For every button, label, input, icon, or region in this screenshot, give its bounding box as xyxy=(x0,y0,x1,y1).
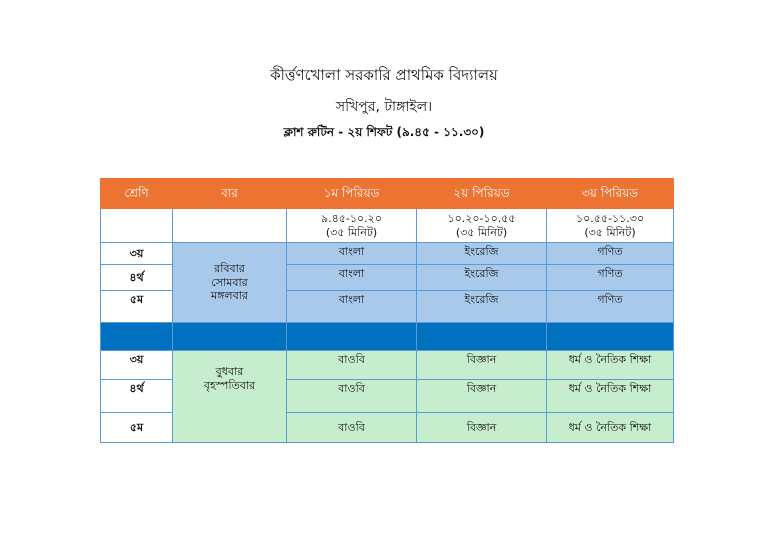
header-row xyxy=(101,179,674,209)
routine-title: ক্লাশ রুটিন - ২য় শিফট (৯.৪৫ - ১১.৩০) xyxy=(283,125,485,139)
class-cell: ৪র্থ xyxy=(101,265,173,291)
class-cell: ৫ম xyxy=(101,291,173,323)
class-cell: ৪র্থ xyxy=(101,380,173,413)
subject-cell: ধর্ম ও নৈতিক শিক্ষা xyxy=(547,351,674,380)
separator-row xyxy=(101,323,674,351)
table-row xyxy=(101,351,674,380)
subject-cell: গণিত xyxy=(547,243,674,265)
subject-cell: বাওবি xyxy=(287,380,417,413)
day-label: রবিবার xyxy=(214,261,245,275)
class-cell: ৩য় xyxy=(101,351,173,380)
day-label: বুধবার xyxy=(215,365,244,378)
subject-cell: বিজ্ঞান xyxy=(417,351,547,380)
time-range: ৯.৪৫-১০.২০ xyxy=(321,212,382,226)
time-range: ১০.৫৫-১১.৩০ xyxy=(575,212,645,226)
time-duration: (৩৫ মিনিট) xyxy=(455,225,508,239)
time-period-3 xyxy=(547,209,674,243)
subject-cell: গণিত xyxy=(547,265,674,291)
class-cell: ৩য় xyxy=(101,243,173,265)
day-label: সোমবার xyxy=(211,275,248,289)
time-period-1 xyxy=(287,209,417,243)
subject-cell: গণিত xyxy=(547,291,674,323)
subject-cell: ইংরেজি xyxy=(417,265,547,291)
subject-cell: বাওবি xyxy=(287,413,417,443)
time-range: ১০.২০-১০.৫৫ xyxy=(447,212,516,226)
subject-cell: ধর্ম ও নৈতিক শিক্ষা xyxy=(547,380,674,413)
day-label: মঙ্গলবার xyxy=(211,289,248,303)
school-location: সখিপুর, টাঙ্গাইল। xyxy=(335,99,433,115)
days-cell-group1 xyxy=(173,243,287,323)
subject-cell: ধর্ম ও নৈতিক শিক্ষা xyxy=(547,413,674,443)
subject-cell: ইংরেজি xyxy=(417,243,547,265)
col-header-period-3: ৩য় পিরিয়ড xyxy=(547,179,674,209)
col-header-day: বার xyxy=(173,179,287,209)
time-duration: (৩৫ মিনিট) xyxy=(325,225,378,239)
subject-cell: বাংলা xyxy=(287,243,417,265)
subject-cell: বাংলা xyxy=(287,291,417,323)
col-header-period-1: ১ম পিরিয়ড xyxy=(287,179,417,209)
subject-cell: ইংরেজি xyxy=(417,291,547,323)
time-period-2 xyxy=(417,209,547,243)
col-header-class: শ্রেণি xyxy=(101,179,173,209)
school-name: কীর্ত্তণখোলা সরকারি প্রাথমিক বিদ্যালয় xyxy=(270,66,498,84)
time-empty-cell xyxy=(173,209,287,243)
class-routine-table xyxy=(100,178,674,443)
day-label: বৃহস্পতিবার xyxy=(203,378,256,392)
days-cell-group2 xyxy=(173,351,287,443)
subject-cell: বাওবি xyxy=(287,351,417,380)
class-cell: ৫ম xyxy=(101,413,173,443)
subject-cell: বিজ্ঞান xyxy=(417,413,547,443)
subject-cell: বিজ্ঞান xyxy=(417,380,547,413)
time-duration: (৩৫ মিনিট) xyxy=(584,225,636,239)
subject-cell: বাংলা xyxy=(287,265,417,291)
col-header-period-2: ২য় পিরিয়ড xyxy=(417,179,547,209)
table-row xyxy=(101,243,674,265)
time-row xyxy=(101,209,674,243)
time-empty-cell xyxy=(101,209,173,243)
